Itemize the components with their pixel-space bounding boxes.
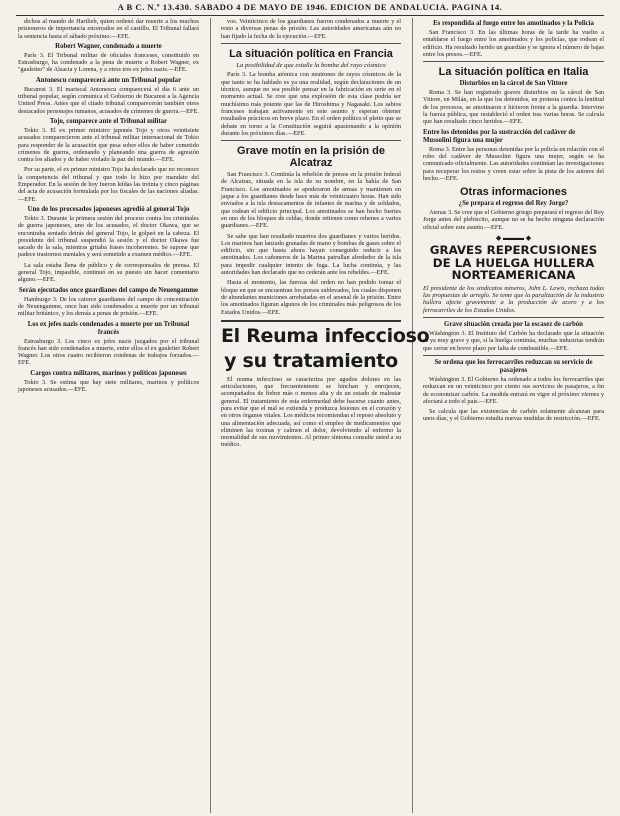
article-body: Hamburgo 3. De los catorce guardianes del campo de concentración de Neuengamme, once han sido condenados a muerte por un tribunal militar británico, y los demás a penas de prisión.—EFE. (18, 295, 199, 318)
ornament-divider: ◆ ▬▬▬ ◆ (495, 234, 532, 243)
header-rule (16, 15, 604, 16)
headline: Robert Wagner, condenado a muerte (55, 42, 162, 50)
article-body: El reuma infeccioso se caracteriza por agudos dolores en las articulaciones, que frecuentemente se hinchan y enrojecen, acompañados de fiebre más o menos alta y de un estado de malestar general. El tratamiento de esta enfermedad debe hacerse cuanto antes, para evitar que el mal se extienda y produzca lesiones en el corazón y en otros órganos vitales. Los médicos recomiendan el reposo absoluto y una alimentación adecuada, así como el empleo de medicamentos que eliminen las toxinas y calmen el dolor, devolviendo al enfermo la normalidad de sus movimientos. Al primer síntoma consulte usted a su médico. (221, 375, 401, 449)
section-headline: La situación política en Italia (438, 66, 589, 79)
article (221, 18, 401, 40)
article-body: París 3. El Tribunal militar de oficiales franceses, constituido en Estrasburgo, ha condenado a la pena de muerte a Robert Wagner, ex "gauleiter" de Alsacia y Lorena, y a otros tres ex jefes nazis.—EFE. (18, 51, 199, 74)
article-body: Tokio 3. Se estima que hay siete militares, marinos y políticos japoneses acusados.—EFE. (18, 378, 199, 393)
page-header: A B C. N.º 13.430. SABADO 4 DE MAYO DE 1946. EDICION DE ANDALUCIA. PAGINA 14. (117, 2, 503, 12)
divider (221, 43, 401, 44)
divider-thick (221, 320, 401, 322)
article (18, 86, 199, 115)
article (18, 296, 199, 318)
article (18, 262, 199, 284)
article (221, 171, 401, 229)
article-body: Estrasburgo 3. Los cinco ex jefes nazis juzgados por el tribunal francés han sido condenados a muerte, entre ellos el ex gauleiter Robert Wagner. Los otros cuatro recibieron condenas de trabajos forzados.—EFE. (18, 337, 199, 367)
article (423, 330, 604, 352)
article-body: París 3. La bomba atómica con neutrones de rayos cósmicos de la que tanto se ha hablado es ya una realidad, según declaraciones de un técnico, aunque no sea posible pensar en la fabricación en serie en el momento actual. Se cree que una explosión de esta clase podría ser muchísimo más potente que las de Hiroshima y Nagasaki. Los sabios franceses trabajan activamente en este asunto y esperan obtener resultados prácticos en breve plazo. En el orden político el pleito que se debate en torno a la Constitución seguirá apasionando a la opinión durante los próximos días.—EFE. (221, 71, 401, 137)
column-rule (210, 18, 211, 813)
article-body: San Francisco 3. En las últimas horas de la tarde ha vuelto a entablarse el fuego entre los amotinados y los policías, que rodean el edificio. Ha resultado herido un guardián y se ignora el número de bajas entre los presos.—EFE. (423, 29, 604, 58)
article (423, 29, 604, 58)
headline: Serán ejecutados once guardianes del campo de Neuengamme (18, 286, 199, 294)
divider (423, 61, 604, 62)
article (423, 376, 604, 405)
article (221, 376, 401, 449)
article-body: San Francisco 3. Continúa la rebelión de presos en la prisión federal de Alcatraz, situada en la isla de su nombre, en la bahía de San Francisco. Los amotinados se apoderaron de armas y mantienen en jaque a los guardianes desde hace más de veinticuatro horas. Han sido enviados a la isla destacamentos de infantes de marina y de soldados, que rodean el edificio principal. Los amotinados se han hecho fuertes en uno de los bloques de celdas, donde retienen como rehenes a varios guardianes.—EFE. (221, 171, 401, 230)
article-body: Tokio 3. El ex primer ministro japonés Tojo y otros veintisiete acusados comparecieron ante el tribunal militar internacional de Tokio para responder de la acusación que pesa sobre ellos de haber cometido crímenes de guerra, ordenando y planeando una guerra de agresión contra los aliados y de haber violado la paz del mundo.—EFE. (18, 126, 199, 164)
article-body: Tokio 3. Durante la primera sesión del proceso contra los criminales de guerra japoneses, uno de los acusados, el doctor Okawa, que se encontraba sentado detrás del general Tojo, le golpeó en la cabeza. El presidente del tribunal suspendió la sesión y el doctor Okawa fue sacado de la sala, mientras gritaba frases incoherentes. Se supone que padece trastornos mentales y será sometido a examen médico.—EFE. (18, 214, 199, 259)
headline: Grave situación creada por la escasez de carbón (444, 321, 583, 329)
article (423, 209, 604, 231)
article-body: Se calcula que las existencias de carbón solamente alcanzan para unos días, y el Gobierno estudia nuevas medidas de restricción.—EFE. (423, 408, 604, 423)
banner-headline: GRAVES REPERCUSIONES DE LA HUELGA HULLERA NORTEAMERICANA (429, 243, 598, 283)
article-body: Wáshington 3. El Gobierno ha ordenado a todos los ferrocarriles que reduzcan en un veinticinco por ciento sus servicios de pasajeros, a fin de economizar carbón. La medida entrará en vigor el próximo viernes y afectará a todo el país.—EFE. (423, 375, 604, 405)
article-body: Roma 3. Se han registrado graves disturbios en la cárcel de San Vittore, en Milán, en la que los detenidos, en protesta contra la lentitud de los procesos, se amotinaron e hicieron frente a la guardia. Intervino la fuerza pública, que restableció el orden tras varias horas. Se calcula que han resultado cinco heridos.—EFE. (423, 89, 604, 126)
headline: Entre los detenidos por la sustracción del cadáver de Mussolini figura una mujer (423, 128, 576, 144)
article (221, 279, 401, 315)
section-headline: Grave motín en la prisión de Alcatraz (237, 145, 385, 170)
article (221, 71, 401, 137)
column-1 (18, 18, 199, 813)
column-3 (423, 18, 604, 813)
headline: ¿Se prepara el regreso del Rey Jorge? (458, 200, 569, 208)
article-body: Atenas 3. Se cree que el Gobierno griego preparará el regreso del Rey Jorge antes del plebiscito, aunque no se ha hecho ninguna declaración oficial sobre este asunto.—EFE. (423, 209, 604, 231)
article-body: Hasta el momento, las fuerzas del orden no han podido tomar el bloque en que se encuentran los presos sublevados, los cuales disponen de abundantes municiones arrebatadas en el arsenal de la prisión. Entre los amotinados figuran algunos de los criminales más peligrosos de los Estados Unidos.—EFE. (221, 279, 401, 316)
headline: Antonescu comparecerá ante un Tribunal popular (35, 76, 182, 84)
article (18, 52, 199, 74)
article-body: dichos al mando de Hartlieb, quien ordenó dar muerte a los muchos prisioneros de importancia encerrados en el castillo. El Tribunal fallará la sentencia hasta el sábado próximo.—EFE. (18, 18, 199, 40)
article (18, 166, 199, 202)
headline: Es respondida al fuego entre los amotinados y la Policía (433, 20, 594, 27)
headline: Uno de los procesados japoneses agredió al general Tojo (27, 205, 190, 213)
lead-paragraph: El presidente de los sindicatos mineros, John L. Lewis, rechaza todas las propuestas de arreglo. Se teme que la paralización de la industria hullera afecte gravemente a la producción de acero y a los ferrocarriles de los Estados Unidos. (423, 284, 604, 314)
subheadline: La posibilidad de que estalle la bomba del rayo cósmico (236, 61, 386, 69)
divider (423, 355, 604, 356)
article-body: Se sabe que han resultado muertos dos guardianes y varios heridos. Los marinos han lanzado granadas de mano y bombas de gases sobre el edificio, sin que hasta ahora hayan conseguido reducir a los amotinados. Los cañoneros de la Marina patrullan alrededor de la isla para impedir cualquier intento de fuga. La lucha continúa, y las autoridades han declarado que no cederán ante los rebeldes.—EFE. (221, 232, 401, 277)
article-body: Wáshington 3. El Instituto del Carbón ha declarado que la situación es ya muy grave y que, si la huelga continúa, muchas industrias tendrán que cerrar en breve plazo por falta de combustible.—EFE. (423, 330, 604, 352)
article (18, 127, 199, 163)
column-rule (412, 18, 413, 813)
divider (221, 140, 401, 141)
divider (423, 317, 604, 318)
section-headline: La situación política en Francia (229, 47, 393, 60)
article (221, 233, 401, 277)
column-2 (221, 18, 430, 813)
article-body: Por su parte, el ex primer ministro Tojo ha declarado que no reconoce la competencia del tribunal y que todo lo hizo por mandato del Emperador. En la sesión de hoy fueron leídas las treinta y cinco páginas del acta de acusación formulada por los fiscales de las naciones aliadas.—EFE. (18, 166, 199, 203)
article (423, 89, 604, 125)
article (18, 379, 199, 394)
article (18, 338, 199, 367)
headline: Los ex jefes nazis condenados a muerte por un Tribunal francés (27, 320, 190, 336)
headline: Tojo, comparece ante el Tribunal militar (49, 117, 168, 125)
headline: Se ordena que los ferrocarriles reduzcan su servicio de pasajeros (434, 358, 593, 374)
article-body: vos. Veinticinco de los guardianes fueron condenados a muerte y el resto a diversas penas de prisión. Las autoridades americanas aún no han fijado la fecha de la ejecución.—EFE. (221, 18, 401, 40)
article-body: Roma 3. Entre las personas detenidas por la policía en relación con el robo del cadáver de Mussolini figura una mujer, según se ha comunicado oficialmente. Las autoridades continúan las investigaciones para recuperar los restos y creen estar sobre la pista de los autores del hecho.—EFE. (423, 145, 604, 182)
headline: Disturbios en la cárcel de San Vittore (459, 80, 568, 88)
section-headline: Otras informaciones (460, 186, 567, 199)
ad-headline: y su tratamiento (224, 349, 398, 372)
article (18, 18, 199, 40)
article (18, 215, 199, 259)
article (423, 408, 604, 423)
article (423, 146, 604, 182)
ad-headline: El Reuma infeccioso (221, 324, 430, 347)
article-body: La sala estaba llena de público y de corresponsales de prensa. El general Tojo, impasible, continuó en su puesto sin hacer comentario alguno.—EFE. (18, 261, 199, 284)
headline: Cargos contra militares, marinos y políticos japoneses (30, 369, 187, 377)
article-body: Bucarest 3. El mariscal Antonescu comparecerá el día 6 ante un tribunal popular, según comunica el Gobierno de Bucarest a la Agencia United Press. Antes que el citado tribunal comparecerán también otros destacados personajes rumanos, acusados de crímenes de guerra.—EFE. (18, 85, 199, 115)
